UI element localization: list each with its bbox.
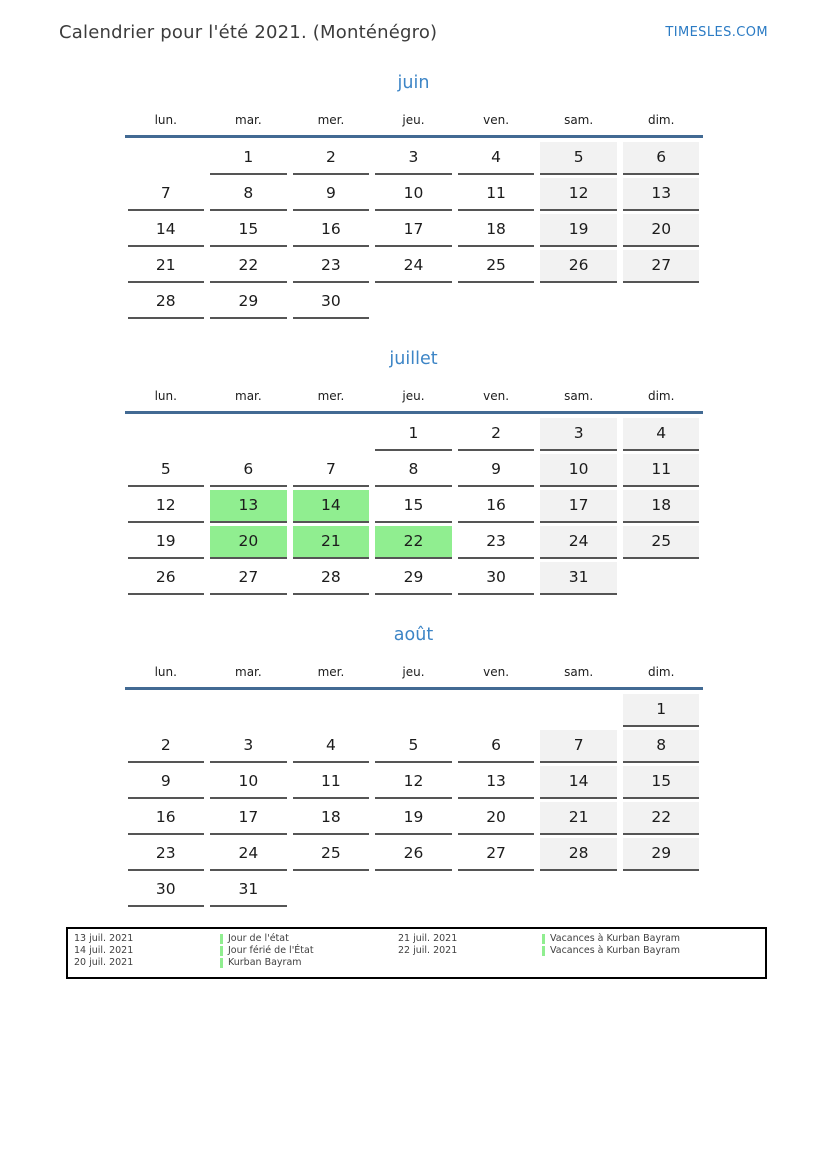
day-cell [372,526,455,562]
day-cell [125,250,208,286]
day-number: 27 [623,250,700,283]
day-cell [125,418,208,454]
day-cell [125,490,208,526]
day-number: 5 [375,730,452,763]
day-number [458,286,535,319]
day-cell [455,802,538,838]
weekday-label: ven. [483,113,510,127]
legend-entry [542,933,765,945]
weekday-label: sam. [564,665,594,679]
day-number: 31 [210,874,287,907]
day-cell [290,214,373,250]
day-number: 27 [458,838,535,871]
day-number: 30 [293,286,370,319]
day-cell [290,874,373,910]
holiday-swatch-icon [220,934,223,944]
legend-entry [220,945,398,957]
day-number: 18 [623,490,700,523]
month-title: août [393,625,434,645]
day-number: 4 [458,142,535,175]
legend-entry [542,945,765,957]
day-cell [620,178,703,214]
day-number: 22 [623,802,700,835]
day-number: 25 [623,526,700,559]
day-cell [372,838,455,874]
day-number: 14 [540,766,617,799]
weekday-label: lun. [154,113,177,127]
day-cell [290,490,373,526]
day-number: 29 [210,286,287,319]
day-number: 6 [458,730,535,763]
day-number: 8 [375,454,452,487]
day-cell [537,490,620,526]
weekday-label: lun. [154,389,177,403]
day-number: 8 [210,178,287,211]
day-number: 10 [210,766,287,799]
day-cell [207,214,290,250]
day-number [293,418,370,451]
day-cell [372,178,455,214]
day-number: 26 [540,250,617,283]
day-cell [620,766,703,802]
holiday-swatch-icon [542,946,545,956]
day-number [375,874,452,907]
day-cell [537,178,620,214]
day-number: 19 [375,802,452,835]
day-cell [537,526,620,562]
page-title: Calendrier pour l'été 2021. (Monténégro) [59,22,438,43]
legend-date: 14 juil. 2021 [74,945,134,957]
weekday-label: mar. [235,389,262,403]
day-cell [372,766,455,802]
day-number [375,694,452,727]
day-cell [125,730,208,766]
day-number: 13 [210,490,287,523]
legend-entry [542,957,765,969]
day-number: 18 [293,802,370,835]
day-cell [125,214,208,250]
day-cell [455,694,538,730]
day-number: 24 [540,526,617,559]
day-cell [207,874,290,910]
day-cell [537,418,620,454]
day-cell [620,802,703,838]
day-number [540,874,617,907]
day-number: 28 [128,286,205,319]
day-number [210,694,287,727]
day-cell [620,562,703,598]
day-number [293,694,370,727]
day-number: 28 [540,838,617,871]
month-juin [125,72,703,322]
day-cell [125,838,208,874]
month-header-rule [125,135,703,138]
day-number: 6 [210,454,287,487]
day-cell [207,802,290,838]
day-number: 3 [540,418,617,451]
day-cell [537,214,620,250]
month-title: juillet [389,349,438,369]
day-cell [290,766,373,802]
day-cell [125,526,208,562]
day-number: 6 [623,142,700,175]
legend-entry [220,933,398,945]
day-cell [455,286,538,322]
day-cell [455,490,538,526]
day-cell [207,766,290,802]
day-cell [455,562,538,598]
day-number: 29 [623,838,700,871]
legend-entry-label: Vacances à Kurban Bayram [550,945,681,957]
day-cell [620,454,703,490]
day-number: 9 [128,766,205,799]
day-cell [372,250,455,286]
day-number: 26 [375,838,452,871]
day-cell [455,526,538,562]
day-number: 5 [128,454,205,487]
day-cell [537,562,620,598]
day-number: 13 [623,178,700,211]
day-number: 29 [375,562,452,595]
day-cell [372,490,455,526]
month-header-rule [125,411,703,414]
day-number: 11 [458,178,535,211]
legend-date: 21 juil. 2021 [398,933,458,944]
day-number: 7 [128,178,205,211]
legend-date [398,957,542,969]
day-cell [620,874,703,910]
day-cell [620,418,703,454]
day-cell [125,286,208,322]
month-grid [125,142,703,322]
day-number: 1 [210,142,287,175]
month-août [125,624,703,910]
day-cell [125,802,208,838]
day-cell [125,454,208,490]
day-number: 12 [375,766,452,799]
day-cell [537,694,620,730]
day-cell [372,418,455,454]
day-number [128,418,205,451]
day-cell [207,142,290,178]
day-cell [537,874,620,910]
day-number [623,874,700,907]
day-number: 25 [293,838,370,871]
day-number: 22 [375,526,452,559]
day-number: 3 [210,730,287,763]
day-number: 21 [128,250,205,283]
legend-entry-label: Vacances à Kurban Bayram [550,933,681,944]
weekday-label: dim. [647,113,675,127]
day-number: 4 [623,418,700,451]
weekday-label: mer. [317,665,345,679]
day-number: 17 [210,802,287,835]
weekday-row [125,663,703,681]
day-number: 4 [293,730,370,763]
day-number: 24 [210,838,287,871]
page-header [0,0,827,44]
holiday-swatch-icon [220,946,223,956]
legend-entry-label: Jour de l'état [228,933,289,944]
day-number: 2 [458,418,535,451]
day-cell [372,730,455,766]
weekday-label: dim. [647,389,675,403]
day-number [540,286,617,319]
weekday-label: lun. [154,665,177,679]
day-cell [125,142,208,178]
day-cell [372,562,455,598]
day-number: 3 [375,142,452,175]
day-cell [455,418,538,454]
day-cell [455,838,538,874]
day-number: 9 [293,178,370,211]
day-cell [620,526,703,562]
day-cell [290,178,373,214]
day-cell [372,802,455,838]
day-cell [537,286,620,322]
day-cell [290,418,373,454]
day-number: 7 [540,730,617,763]
weekday-label: sam. [564,113,594,127]
day-number: 2 [128,730,205,763]
weekday-label: ven. [483,665,510,679]
day-number [458,694,535,727]
weekday-label: jeu. [402,113,425,127]
legend-date: 20 juil. 2021 [74,957,134,969]
day-number: 17 [375,214,452,247]
day-number: 24 [375,250,452,283]
month-juillet [125,348,703,598]
day-cell [125,874,208,910]
day-cell [207,454,290,490]
legend-entry-label: Jour férié de l'État [228,945,314,957]
day-number: 1 [375,418,452,451]
day-cell [290,802,373,838]
legend-entry-label: Kurban Bayram [228,957,302,969]
day-number [375,286,452,319]
holiday-legend [66,927,767,979]
day-cell [537,766,620,802]
day-cell [290,526,373,562]
legend-entry [220,957,398,969]
day-cell [537,250,620,286]
day-cell [290,730,373,766]
day-cell [455,874,538,910]
legend-date: 22 juil. 2021 [398,945,458,957]
day-cell [455,454,538,490]
day-cell [125,178,208,214]
day-number: 16 [293,214,370,247]
day-number [128,142,205,175]
day-number: 18 [458,214,535,247]
day-cell [620,730,703,766]
day-cell [372,454,455,490]
weekday-row [125,387,703,405]
calendar-months [125,72,703,910]
day-cell [125,562,208,598]
day-number: 7 [293,454,370,487]
day-number: 11 [293,766,370,799]
weekday-row [125,111,703,129]
day-cell [207,490,290,526]
day-number: 19 [540,214,617,247]
month-grid [125,418,703,598]
day-number: 8 [623,730,700,763]
weekday-label: sam. [564,389,594,403]
day-cell [207,250,290,286]
day-number: 27 [210,562,287,595]
day-number: 20 [458,802,535,835]
site-link[interactable]: TIMESLES.COM [665,25,768,40]
day-number: 19 [128,526,205,559]
day-number: 23 [128,838,205,871]
day-number [128,694,205,727]
day-number: 25 [458,250,535,283]
day-number: 12 [540,178,617,211]
weekday-label: mer. [317,389,345,403]
day-cell [537,454,620,490]
day-number: 2 [293,142,370,175]
day-cell [290,142,373,178]
day-number: 23 [458,526,535,559]
day-cell [537,802,620,838]
day-cell [455,142,538,178]
day-cell [455,766,538,802]
day-cell [207,562,290,598]
day-number: 9 [458,454,535,487]
day-cell [290,454,373,490]
day-cell [207,730,290,766]
weekday-label: dim. [647,665,675,679]
day-cell [455,178,538,214]
holiday-swatch-icon [220,958,223,968]
weekday-label: mar. [235,113,262,127]
day-cell [620,838,703,874]
day-number [623,562,700,595]
day-number: 20 [210,526,287,559]
month-grid [125,694,703,910]
day-cell [207,286,290,322]
day-cell [207,694,290,730]
day-number: 15 [375,490,452,523]
day-number: 10 [540,454,617,487]
day-number: 28 [293,562,370,595]
day-number: 16 [128,802,205,835]
day-number: 15 [210,214,287,247]
day-number: 11 [623,454,700,487]
day-number: 12 [128,490,205,523]
day-number: 16 [458,490,535,523]
day-cell [125,766,208,802]
day-number: 14 [128,214,205,247]
day-number: 21 [293,526,370,559]
day-cell [290,286,373,322]
day-cell [620,214,703,250]
weekday-label: jeu. [402,389,425,403]
weekday-label: mer. [317,113,345,127]
day-number: 13 [458,766,535,799]
day-cell [372,214,455,250]
day-cell [455,214,538,250]
day-cell [537,730,620,766]
day-cell [290,250,373,286]
day-number: 10 [375,178,452,211]
day-number [458,874,535,907]
month-header-rule [125,687,703,690]
day-number: 23 [293,250,370,283]
weekday-label: ven. [483,389,510,403]
day-number [540,694,617,727]
weekday-label: mar. [235,665,262,679]
day-cell [290,562,373,598]
day-cell [125,694,208,730]
day-cell [455,730,538,766]
day-number: 17 [540,490,617,523]
day-cell [207,526,290,562]
day-number: 1 [623,694,700,727]
day-number: 30 [458,562,535,595]
day-number: 31 [540,562,617,595]
day-number: 30 [128,874,205,907]
holiday-swatch-icon [542,934,545,944]
day-cell [372,694,455,730]
day-number [293,874,370,907]
day-number [210,418,287,451]
day-number: 21 [540,802,617,835]
day-cell [620,694,703,730]
day-cell [290,694,373,730]
weekday-label: jeu. [402,665,425,679]
day-cell [620,142,703,178]
day-cell [455,250,538,286]
month-title: juin [397,73,430,93]
day-cell [372,874,455,910]
day-cell [290,838,373,874]
day-number: 26 [128,562,205,595]
day-cell [620,286,703,322]
day-cell [207,838,290,874]
day-cell [537,838,620,874]
day-cell [372,142,455,178]
day-number: 5 [540,142,617,175]
day-cell [372,286,455,322]
day-cell [620,250,703,286]
day-number: 20 [623,214,700,247]
day-cell [537,142,620,178]
day-number: 22 [210,250,287,283]
day-cell [207,418,290,454]
day-number: 15 [623,766,700,799]
legend-date: 13 juil. 2021 [74,933,134,944]
day-cell [207,178,290,214]
day-cell [620,490,703,526]
day-number [623,286,700,319]
day-number: 14 [293,490,370,523]
